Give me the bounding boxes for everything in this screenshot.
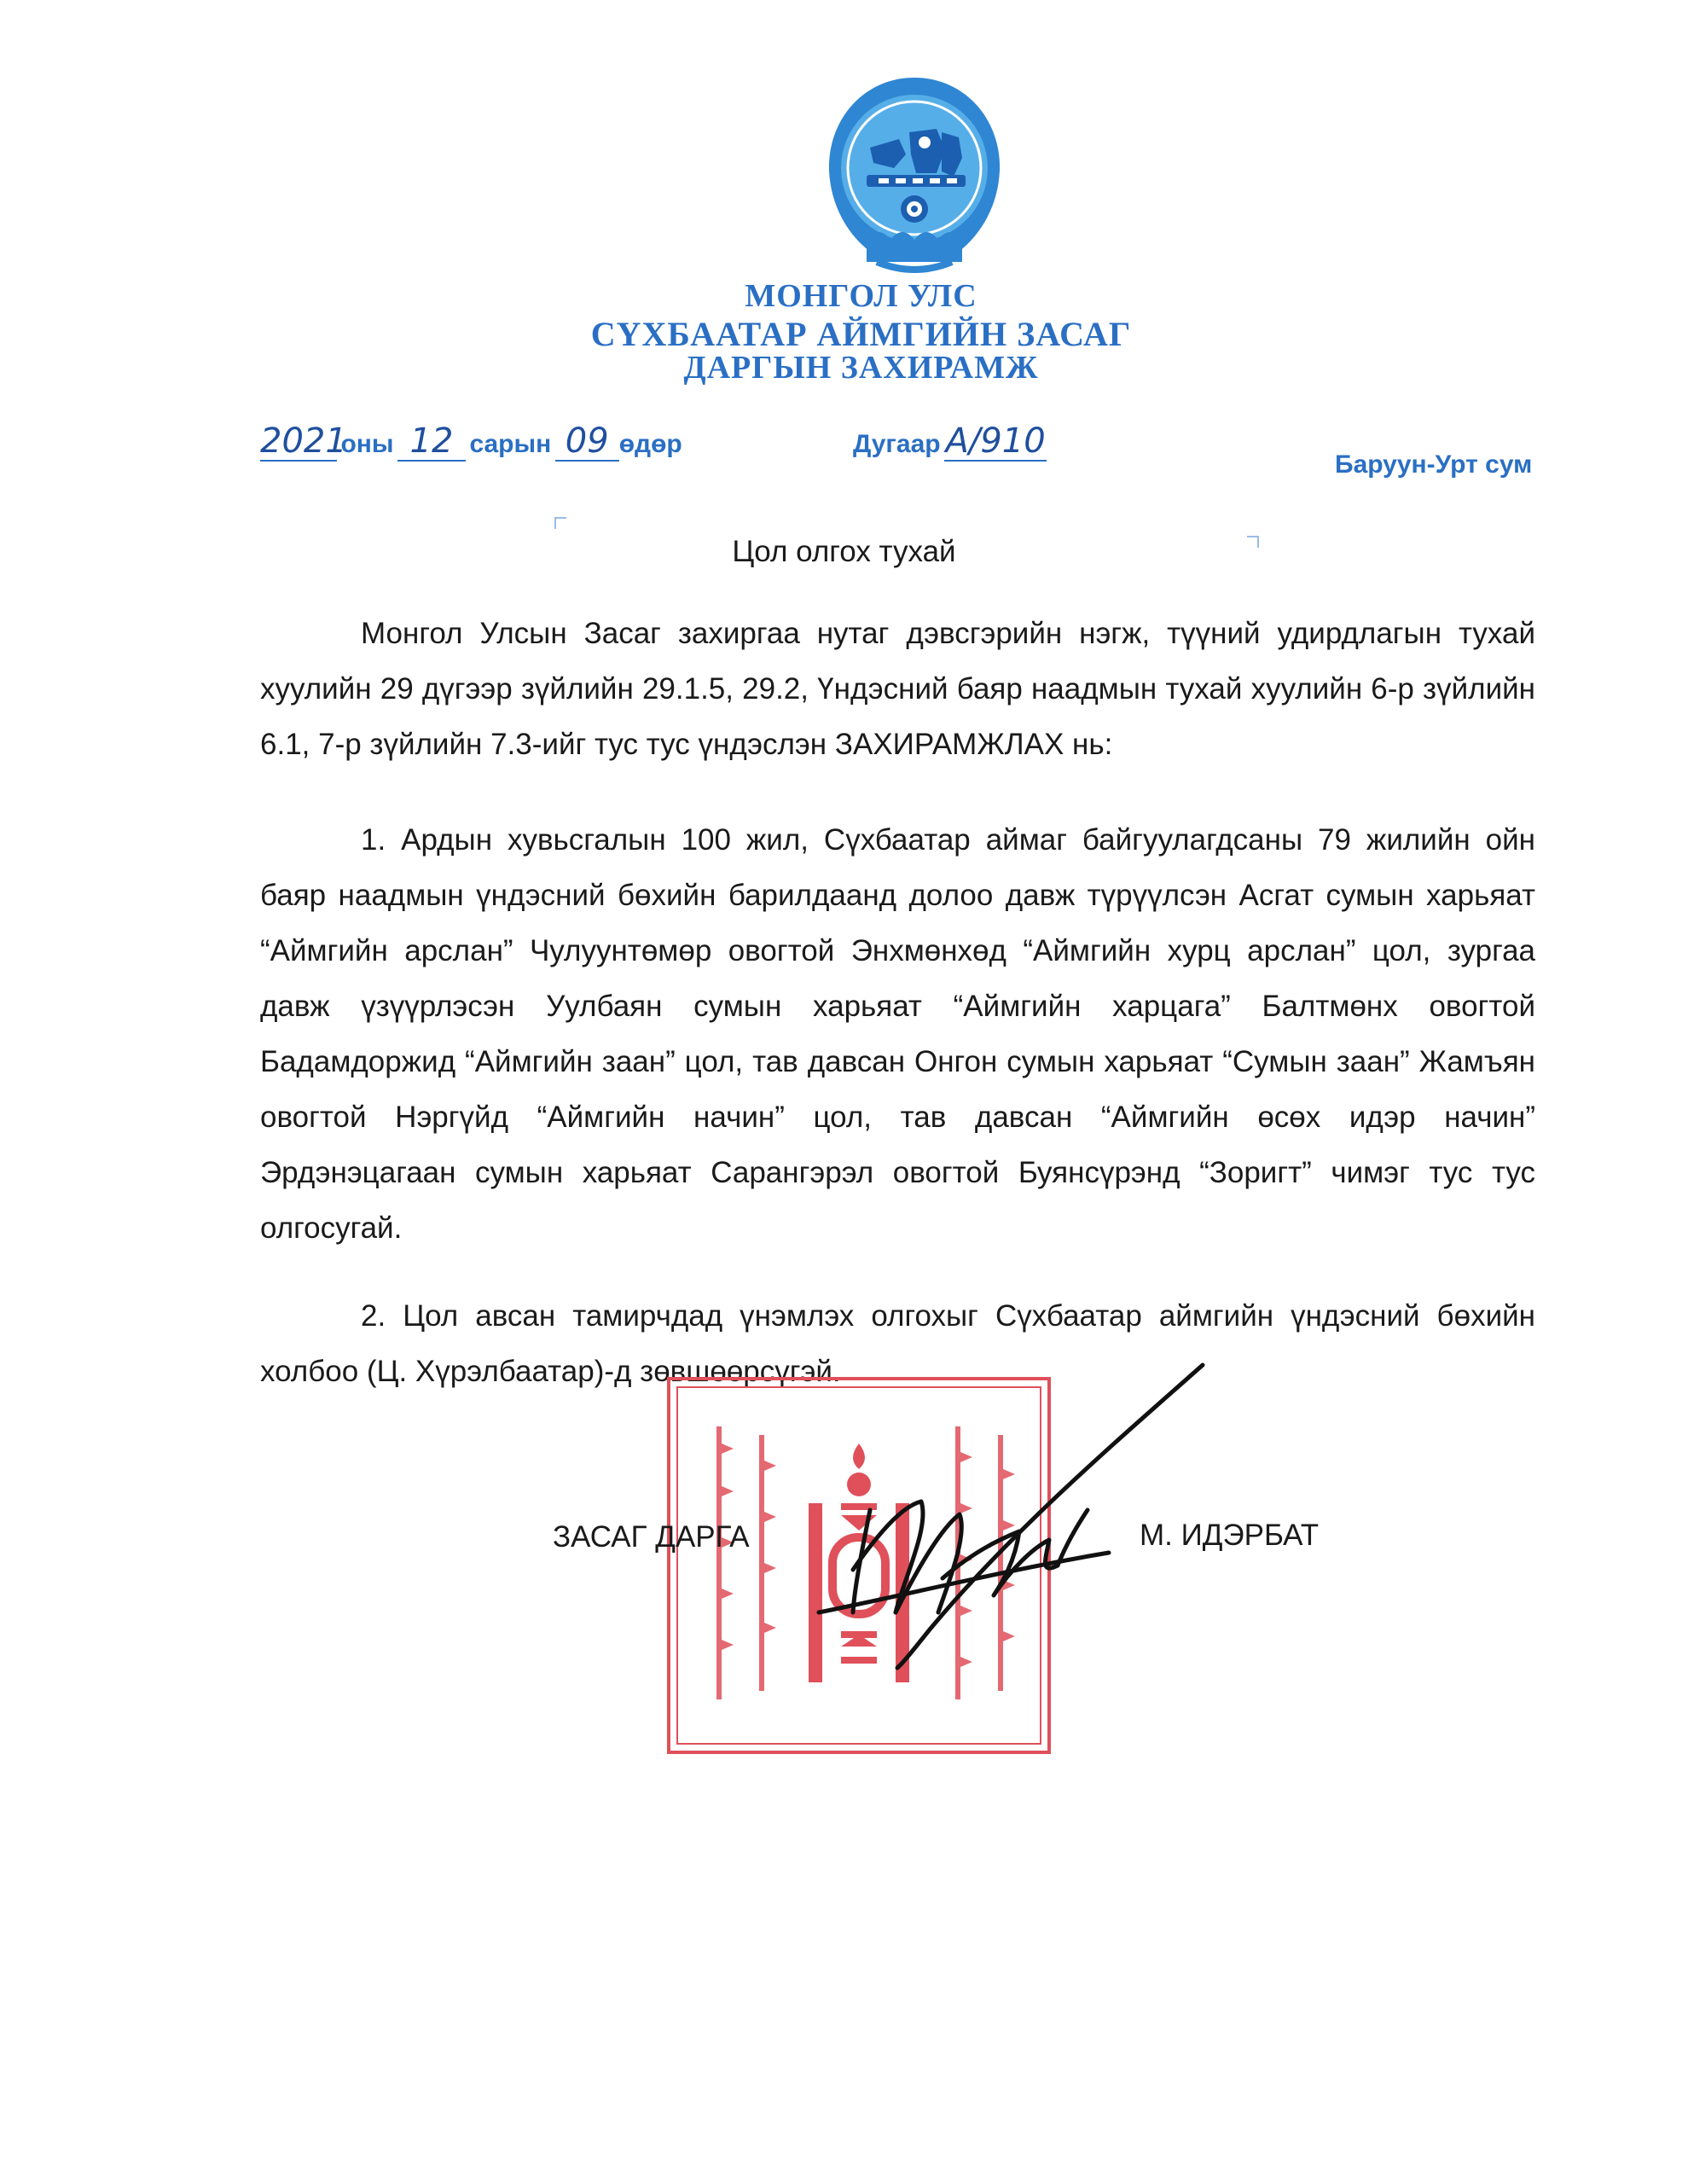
day-value: 09 <box>555 422 619 462</box>
number-line <box>853 422 1047 462</box>
month-suffix: сарын <box>469 430 552 458</box>
handwritten-signature-icon <box>802 1356 1211 1681</box>
document-title: Цол олгох тухай <box>732 535 956 568</box>
day-suffix: өдөр <box>618 430 682 458</box>
number-label: Дугаар <box>853 430 941 458</box>
corner-mark-left <box>554 517 566 529</box>
number-value: А/910 <box>945 421 1046 461</box>
state-emblem-icon <box>817 73 1012 277</box>
header-line-1: МОНГОЛ УЛС <box>745 278 977 314</box>
signer-name: М. ИДЭРБАТ <box>1140 1519 1320 1552</box>
year-value: 2021 <box>260 421 347 461</box>
date-line <box>260 422 682 462</box>
place-text: Баруун-Урт сум <box>1335 450 1533 479</box>
paragraph-preamble: Монгол Улсын Засаг захиргаа нутаг дэвсгэрийн нэгж, түүний удирдлагын тухай хуулийн 29 дүгээр зүйлийн 29.1.5, 29.2, Үндэсний баяр наадмын тухай хуулийн 6-р зүйлийн 6.1, 7-р зүйлийн 7.3-ийг тус тус үндэслэн ЗАХИРАМЖЛАХ нь: <box>260 617 1535 761</box>
paragraph-item-2: 2. Цол авсан тамирчдад үнэмлэх олгохыг Сүхбаатар аймгийн үндэсний бөхийн холбоо (Ц. Хүрэлбаатар)-д зөвшөөрсүгэй. <box>260 1299 1535 1388</box>
year-suffix: оны <box>340 430 394 458</box>
month-value: 12 <box>397 422 466 462</box>
header-line-3: ДАРГЫН ЗАХИРАМЖ <box>683 350 1039 386</box>
paragraph-item-1: 1. Ардын хувьсгалын 100 жил, Сүхбаатар аймаг байгуулагдсаны 79 жилийн ойн баяр наадмын үндэсний бөхийн барилдаанд долоо давж түрүүлсэн Асгат сумын харьяат “Аймгийн арслан” Чулуунтөмөр овогтой Энхмөнхөд “Аймгийн хурц арслан” цол, зургаа давж үзүүрлэсэн Уулбаян сумын харьяат “Аймгийн харцага” Балтмөнх овогтой Бадамдоржид “Аймгийн заан” цол, тав давсан Онгон сумын харьяат “Сумын заан” Жамъян овогтой Нэргүйд “Аймгийн начин” цол, тав давсан “Аймгийн өсөх идэр начин” Эрдэнэцагаан сумын харьяат Сарангэрэл овогтой Буянсүрэнд “Зоригт” чимэг тус тус олгосугай. <box>260 823 1535 1245</box>
signer-title: ЗАСАГ ДАРГА <box>553 1520 750 1554</box>
header-line-2: СҮХБААТАР АЙМГИЙН ЗАСАГ <box>590 315 1132 353</box>
